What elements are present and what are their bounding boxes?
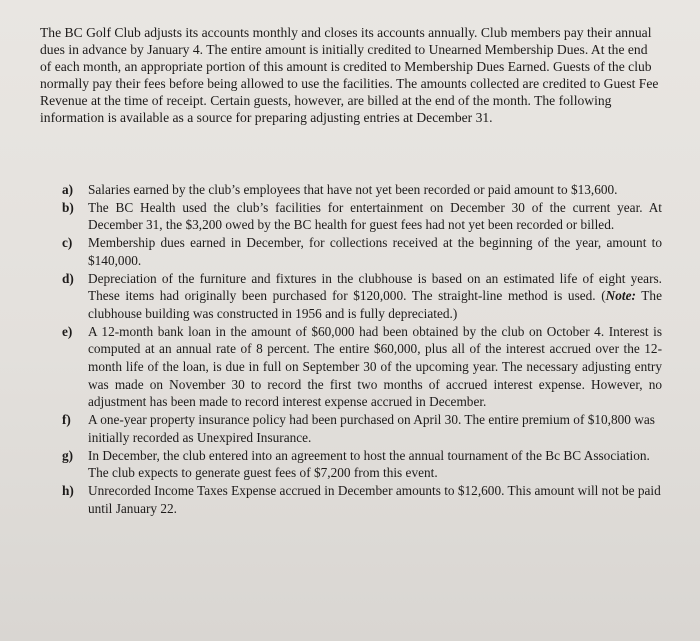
list-item xyxy=(62,270,662,323)
item-text xyxy=(88,270,662,323)
item-text: Unrecorded Income Taxes Expense accrued in December amounts to $12,600. This amount will not be paid until January 22. xyxy=(88,482,661,516)
item-text-part: Depreciation of the furniture and fixtures in the clubhouse is based on an estimated life of eight years. These items had originally been purchased for $120,000. The straight-line method is used. ( xyxy=(88,270,662,304)
intro-paragraph: The BC Golf Club adjusts its accounts monthly and closes its accounts annually. Club members pay their annual dues in advance by January 4. The entire amount is initially credited to Unearned Membership Dues. At the end of each month, an appropriate portion of this amount is credited to Membership Dues Earned. Guests of the club normally pay their fees before being allowed to use the facilities. The amounts collected are credited to Guest Fee Revenue at the time of receipt. Certain guests, however, are billed at the end of the month. The following information is available as a source for preparing adjusting entries at December 31. xyxy=(40,24,659,126)
item-letter: g) xyxy=(62,447,74,463)
list-item xyxy=(62,181,662,199)
item-letter: b) xyxy=(62,199,74,215)
item-letter: c) xyxy=(62,235,73,251)
item-text: The BC Health used the club’s facilities for entertainment on December 30 of the current year. At December 31, the $3,200 owed by the BC health for guest fees had not yet been recorded or billed. xyxy=(88,199,662,233)
list-item xyxy=(62,482,662,517)
item-text: Membership dues earned in December, for collections received at the beginning of the year, amount to $140,000. xyxy=(88,235,662,268)
list-item xyxy=(62,199,662,234)
item-text: In December, the club entered into an agreement to host the annual tournament of the Bc BC Association. The club expects to generate guest fees of $7,200 from this event. xyxy=(88,447,650,481)
list-item xyxy=(62,234,662,269)
item-letter: a) xyxy=(62,182,74,197)
list-item xyxy=(62,447,662,482)
list-item xyxy=(62,323,662,412)
item-letter: e) xyxy=(62,323,73,339)
item-letter: h) xyxy=(62,482,74,498)
list-item xyxy=(62,411,662,446)
item-text: A one-year property insurance policy had been purchased on April 30. The entire premium of $10,800 was initially recorded as Unexpired Insurance. xyxy=(88,412,655,445)
item-text: Salaries earned by the club’s employees that have not yet been recorded or paid amount to $13,600. xyxy=(88,182,618,197)
adjustment-list xyxy=(62,181,662,517)
note-label: Note: xyxy=(605,288,636,304)
item-letter: f) xyxy=(62,412,71,428)
item-text-part: The clubhouse building was constructed in 1956 and is fully depreciated.) xyxy=(88,288,662,321)
item-letter: d) xyxy=(62,270,74,286)
item-text: A 12-month bank loan in the amount of $60,000 had been obtained by the club on October 4. Interest is computed at an annual rate of 8 percent. The entire $60,000, plus all of the interest accrued over the 12-month life of the loan, is due in full on September 30 of the upcoming year. The necessary adjusting entry was made on November 30 to record the first two months of accrued interest expense. However, no adjustment has been made to record interest expense accrued in December. xyxy=(88,323,662,410)
